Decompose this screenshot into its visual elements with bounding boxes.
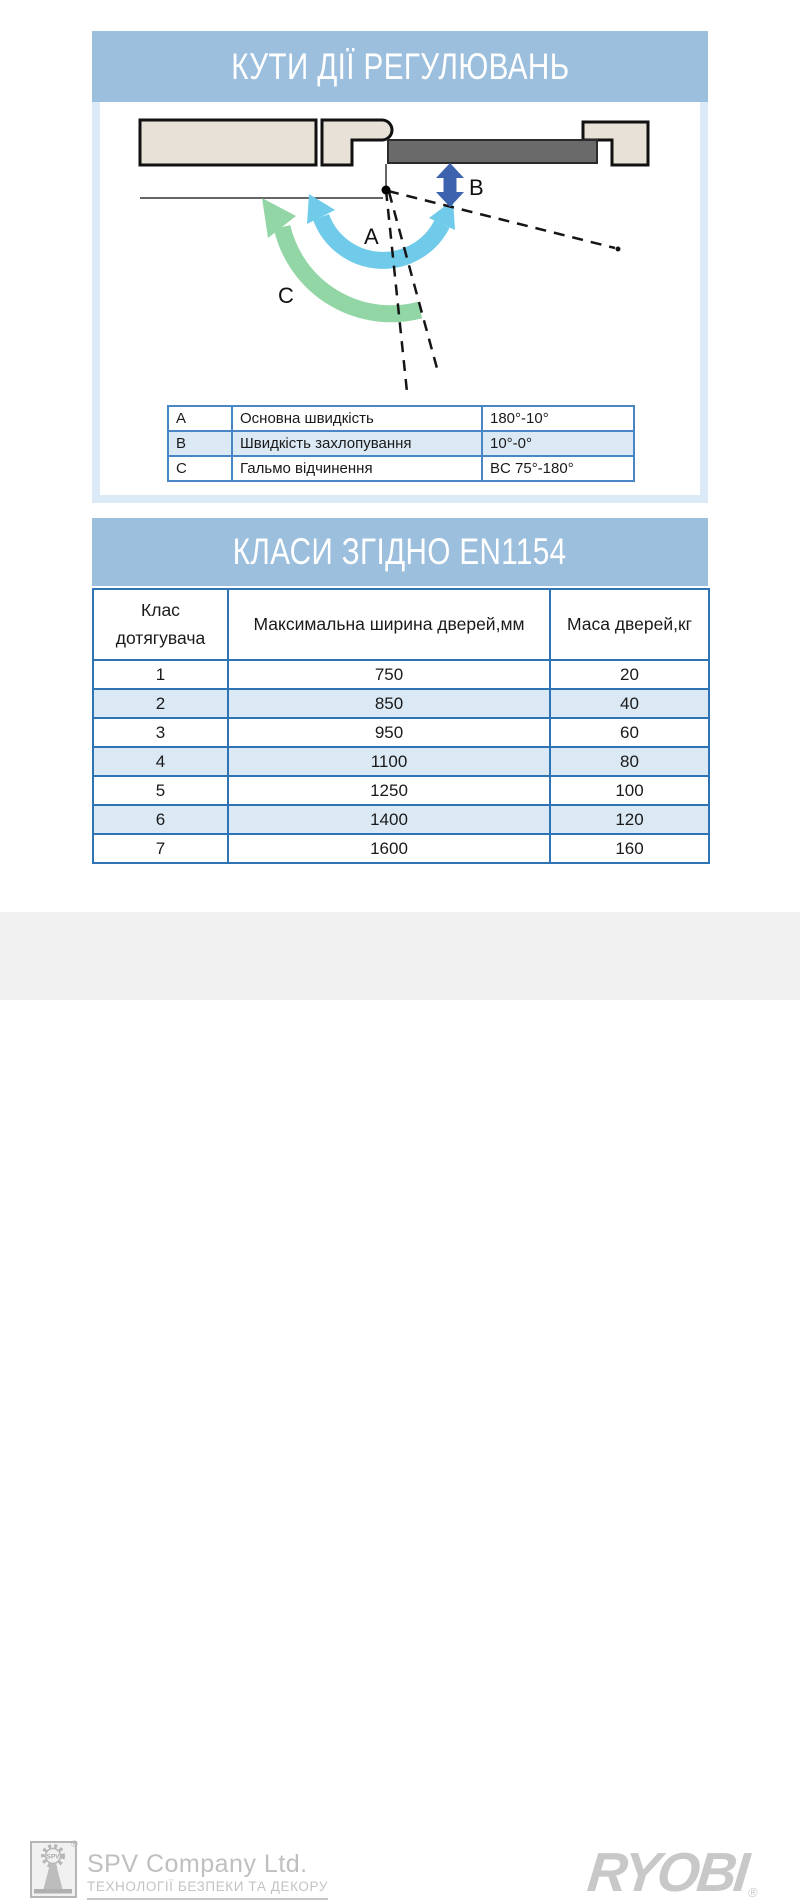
class-cell: 5 (93, 776, 228, 805)
spv-company-tagline: ТЕХНОЛОГІЇ БЕЗПЕКИ ТА ДЕКОРУ (87, 1879, 328, 1900)
door-panel (388, 140, 597, 163)
door-frame-left (322, 120, 392, 165)
mass-cell: 160 (550, 834, 709, 863)
table-header-row (93, 589, 709, 660)
diagram-label-b: B (469, 175, 484, 200)
width-cell: 750 (228, 660, 550, 689)
spv-registered-mark: ® (71, 1839, 78, 1849)
class-cell: 7 (93, 834, 228, 863)
hinge-dot (382, 186, 391, 195)
table-row (93, 805, 709, 834)
class-cell: 4 (93, 747, 228, 776)
width-cell: 1100 (228, 747, 550, 776)
table-row (93, 718, 709, 747)
angle-range: BC 75°-180° (482, 456, 634, 481)
width-cell: 1600 (228, 834, 550, 863)
width-cell: 850 (228, 689, 550, 718)
adjustment-angles-table (167, 405, 635, 482)
mass-cell: 20 (550, 660, 709, 689)
spv-logo (30, 1841, 77, 1898)
spv-logo-text: SPV (46, 1853, 60, 1861)
class-cell: 1 (93, 660, 228, 689)
table-row (93, 834, 709, 863)
dashed-line-end-dot (616, 247, 621, 252)
class-cell: 6 (93, 805, 228, 834)
table-row (93, 660, 709, 689)
diagram-label-c: C (278, 283, 294, 308)
door-closer-angles-diagram (100, 110, 700, 400)
en1154-classes-table (92, 588, 710, 864)
class-cell: 3 (93, 718, 228, 747)
angle-range: 10°-0° (482, 431, 634, 456)
mass-cell: 40 (550, 689, 709, 718)
table-row (93, 689, 709, 718)
column-header-class: Клас дотягувача (93, 589, 228, 660)
angle-key: B (168, 431, 232, 456)
door-position-dashed-line-2 (389, 192, 438, 372)
width-cell: 950 (228, 718, 550, 747)
ryobi-registered-mark: ® (747, 1885, 759, 1900)
mass-cell: 80 (550, 747, 709, 776)
ryobi-logo (585, 1840, 764, 1904)
mass-cell: 120 (550, 805, 709, 834)
footer (0, 912, 800, 1903)
mass-cell: 100 (550, 776, 709, 805)
diagram-label-a: A (364, 224, 379, 249)
table-row (168, 456, 634, 481)
latching-speed-arrow-b (436, 163, 464, 207)
table-row (168, 406, 634, 431)
angle-name: Гальмо відчинення (232, 456, 482, 481)
main-speed-arc-a (321, 217, 442, 260)
table-row (93, 776, 709, 805)
class-cell: 2 (93, 689, 228, 718)
angles-section-title: КУТИ ДІЇ РЕГУЛЮВАНЬ (230, 45, 570, 87)
angle-range: 180°-10° (482, 406, 634, 431)
width-cell: 1250 (228, 776, 550, 805)
spv-logo-bottom-bar (34, 1889, 72, 1894)
angle-name: Швидкість захлопування (232, 431, 482, 456)
table-row (93, 747, 709, 776)
width-cell: 1400 (228, 805, 550, 834)
column-header-width: Максимальна ширина дверей,мм (228, 589, 550, 660)
angle-key: A (168, 406, 232, 431)
classes-section-header (92, 518, 708, 586)
table-row (168, 431, 634, 456)
angle-key: C (168, 456, 232, 481)
angle-name: Основна швидкість (232, 406, 482, 431)
ryobi-logo-text: RYOBI (584, 1841, 750, 1903)
column-header-mass: Маса дверей,кг (550, 589, 709, 660)
classes-section-title: КЛАСИ ЗГІДНО EN1154 (233, 531, 567, 572)
spv-company-name: SPV Company Ltd. (87, 1850, 308, 1878)
spv-logo-mark (32, 1843, 75, 1896)
mass-cell: 60 (550, 718, 709, 747)
spv-logo-figure (43, 1864, 63, 1891)
wall-block (140, 120, 316, 165)
opening-brake-arc-c (282, 227, 420, 314)
angles-section-header (92, 31, 708, 102)
